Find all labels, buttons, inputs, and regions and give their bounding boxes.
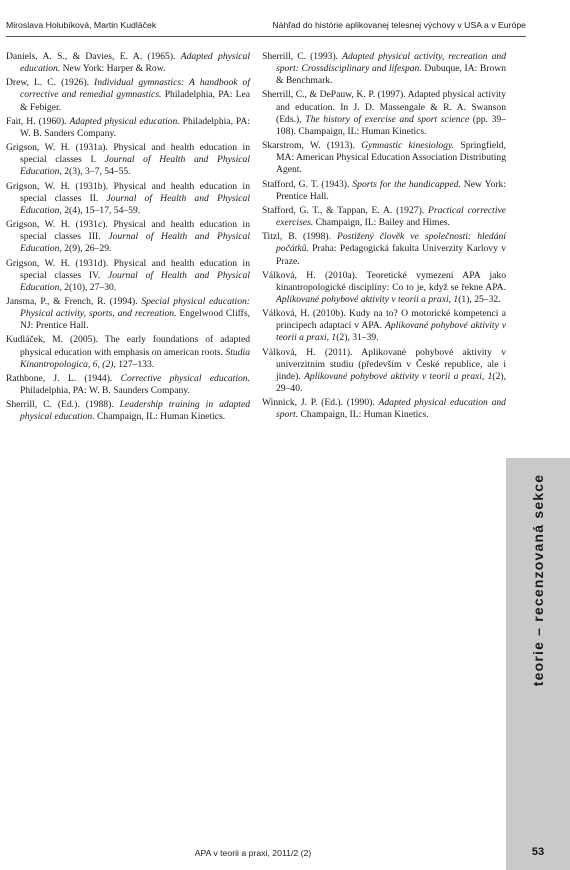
reference-text: Grigson, W. H. (1931b). Physical and health education in special classes II. (6, 180, 250, 204)
reference-entry (6, 116, 250, 140)
reference-text: Drew, L. C. (1926). (6, 77, 95, 89)
reference-source-title: Corrective physical education. (120, 372, 250, 384)
reference-publication-details: Philadelphia, PA: Lea & Febiger. (20, 89, 250, 113)
reference-publication-details: Champaign, IL: Bailey and Himes. (313, 217, 450, 229)
reference-source-title: Adapted physical education. (69, 115, 180, 127)
reference-text: Stafford, G. T., & Tappan, E. A. (1927). (262, 204, 428, 216)
reference-source-title: Aplikované pohybové aktivity v teorii a praxi, 1 (276, 320, 506, 344)
reference-entry (6, 219, 250, 255)
reference-entry (262, 51, 506, 87)
reference-publication-details: New York: Harper & Row. (60, 63, 166, 75)
reference-text: Grigson, W. H. (1931d). Physical and health education in special classes IV. (6, 257, 250, 281)
reference-source-title: Individual gymnastics: A handbook of corrective and remedial gymnastics. (20, 77, 250, 101)
reference-publication-details: Champaign, IL: Human Kinetics. (94, 411, 226, 423)
reference-text: Válková, H. (2011). Aplikované pohybové aktivity v univerzitním studiu (především v České republice, ale i jinde). (262, 346, 506, 382)
reference-publication-details: , 2(10), 27–30. (59, 281, 117, 293)
reference-publication-details: Champaign, IL: Human Kinetics. (298, 409, 429, 421)
reference-publication-details: Philadelphia, PA: W. B. Saunders Company. (20, 385, 190, 397)
reference-entry (262, 270, 506, 306)
journal-footer: APA v teorii a praxi, 2011/2 (2) (194, 848, 312, 858)
reference-entry (6, 77, 250, 113)
reference-source-title: Journal of Health and Physical Education (20, 269, 251, 293)
reference-entry (262, 347, 506, 396)
reference-entry (6, 142, 250, 178)
running-header (6, 20, 526, 30)
reference-publication-details: Engelwood Cliffs, NJ: Prentice Hall. (20, 308, 250, 332)
reference-entry (6, 51, 250, 75)
reference-publication-details: New York: Prentice Hall. (276, 178, 506, 202)
reference-text: Válková, H. (2010b). Kudy na to? O motorické kompetenci a principech adaptací v APA. (262, 308, 506, 332)
reference-text: Sherrill, C. (1993). (262, 51, 343, 62)
page-number: 53 (531, 846, 545, 858)
reference-source-title: Postižený člověk ve společnosti: hledání počátků. (276, 231, 506, 255)
references-right-column (262, 51, 506, 424)
reference-text: Válková, H. (2010a). Teoretické vymezení APA jako kinantropologické disciplíny: Co to je, když se řekne APA. (262, 269, 506, 293)
reference-text: Titzl, B. (1998). (262, 231, 337, 243)
reference-publication-details: Springfield, MA: American Physical Education Association Distributing Agent. (276, 140, 506, 176)
reference-publication-details: (pp. 39–108). Champaign, IL: Human Kinetics. (276, 113, 506, 137)
reference-text: Fait, H. (1960). (6, 115, 70, 127)
reference-entry (262, 231, 506, 267)
reference-text: Rathbone, J. L. (1944). (6, 372, 121, 384)
section-label: teorie – recenzovaná sekce (530, 473, 546, 687)
reference-entry (262, 140, 506, 176)
reference-entry (262, 89, 506, 138)
reference-source-title: The history of exercise and sport science (305, 113, 470, 125)
reference-source-title: Journal of Health and Physical Education (20, 192, 250, 216)
reference-publication-details: , 2(3), 3–7, 54–55. (59, 166, 131, 178)
reference-text: Winnick, J. P. (Ed.). (1990). (262, 397, 379, 409)
reference-text: Stafford, G. T. (1943). (262, 178, 353, 190)
reference-entry (262, 397, 506, 421)
reference-text: Grigson, W. H. (1931c). Physical and health education in special classes III. (6, 219, 250, 243)
reference-source-title: Adapted physical activity, recreation and sport: Crossdisciplinary and lifespan. (276, 51, 506, 75)
reference-entry (6, 296, 250, 332)
reference-text: Grigson, W. H. (1931a). Physical and health education in special classes I. (6, 142, 250, 166)
reference-source-title: Adapted physical education and sport. (276, 397, 506, 421)
references-left-column (6, 51, 250, 426)
reference-source-title: Gymnastic kinesiology. (361, 140, 455, 152)
reference-entry (262, 308, 506, 344)
reference-publication-details: (1), 25–32. (458, 293, 501, 305)
reference-entry (6, 258, 250, 294)
reference-entry (6, 334, 250, 370)
reference-text: Jansma, P., & French, R. (1994). (6, 295, 142, 307)
reference-publication-details: , 2(9), 26–29. (59, 243, 112, 255)
header-divider (6, 36, 526, 37)
reference-source-title: Journal of Health and Physical Education (20, 231, 250, 255)
reference-source-title: Journal of Health and Physical Education (20, 154, 250, 178)
reference-source-title: Adapted physical education. (20, 51, 250, 75)
reference-source-title: Practical corrective exercises. (276, 204, 506, 229)
reference-source-title: Leadership training in adapted physical education. (20, 399, 251, 423)
reference-entry (262, 179, 506, 203)
reference-text: Sherrill, C., & DePauw, K. P. (1997). Adapted physical activity and education. In J. D. Massengale & R. A. Swanson (Eds.), (262, 89, 506, 125)
reference-publication-details: Philadelphia, PA: W. B. Sanders Company. (20, 115, 250, 139)
reference-publication-details: Dubuque, IA: Brown & Benchmark. (276, 63, 506, 87)
reference-entry (6, 373, 250, 397)
reference-source-title: Special physical education: Physical activity, sports, and recreation. (20, 295, 250, 320)
reference-entry (262, 205, 506, 229)
reference-entry (6, 399, 250, 423)
reference-text: Sherrill, C. (Ed.). (1988). (6, 399, 120, 411)
reference-publication-details: (2), 31–39. (336, 332, 379, 344)
reference-text: Skarstrom, W. (1913). (262, 140, 362, 152)
reference-publication-details: , 127–133. (113, 358, 155, 370)
reference-source-title: Sports for the handicapped. (352, 178, 461, 190)
reference-source-title: Aplikované pohybové aktivity v teorii a praxi, 1 (276, 293, 459, 305)
reference-source-title: Aplikované pohybové aktivity v teorii a praxi, 1 (304, 370, 493, 382)
reference-text: Kudláček, M. (2005). The early foundations of adapted physical education with emphasis on american roots. (6, 334, 250, 358)
header-article-title: Náhľad do histórie aplikovanej telesnej výchovy v USA a v Európe (272, 20, 526, 30)
reference-source-title: Studia Kinantropologica, 6, (2) (20, 346, 250, 370)
reference-publication-details: , 2(4), 15–17, 54–59. (59, 204, 141, 216)
reference-publication-details: Praha: Pedagogická fakulta Univerzity Karlovy v Praze. (276, 243, 506, 267)
header-authors: Miroslava Holubíková, Martin Kudláček (6, 20, 157, 30)
reference-text: Daniels, A. S., & Davies, E. A. (1965). (6, 51, 181, 62)
reference-publication-details: (2), 29–40. (276, 370, 506, 395)
reference-entry (6, 181, 250, 217)
